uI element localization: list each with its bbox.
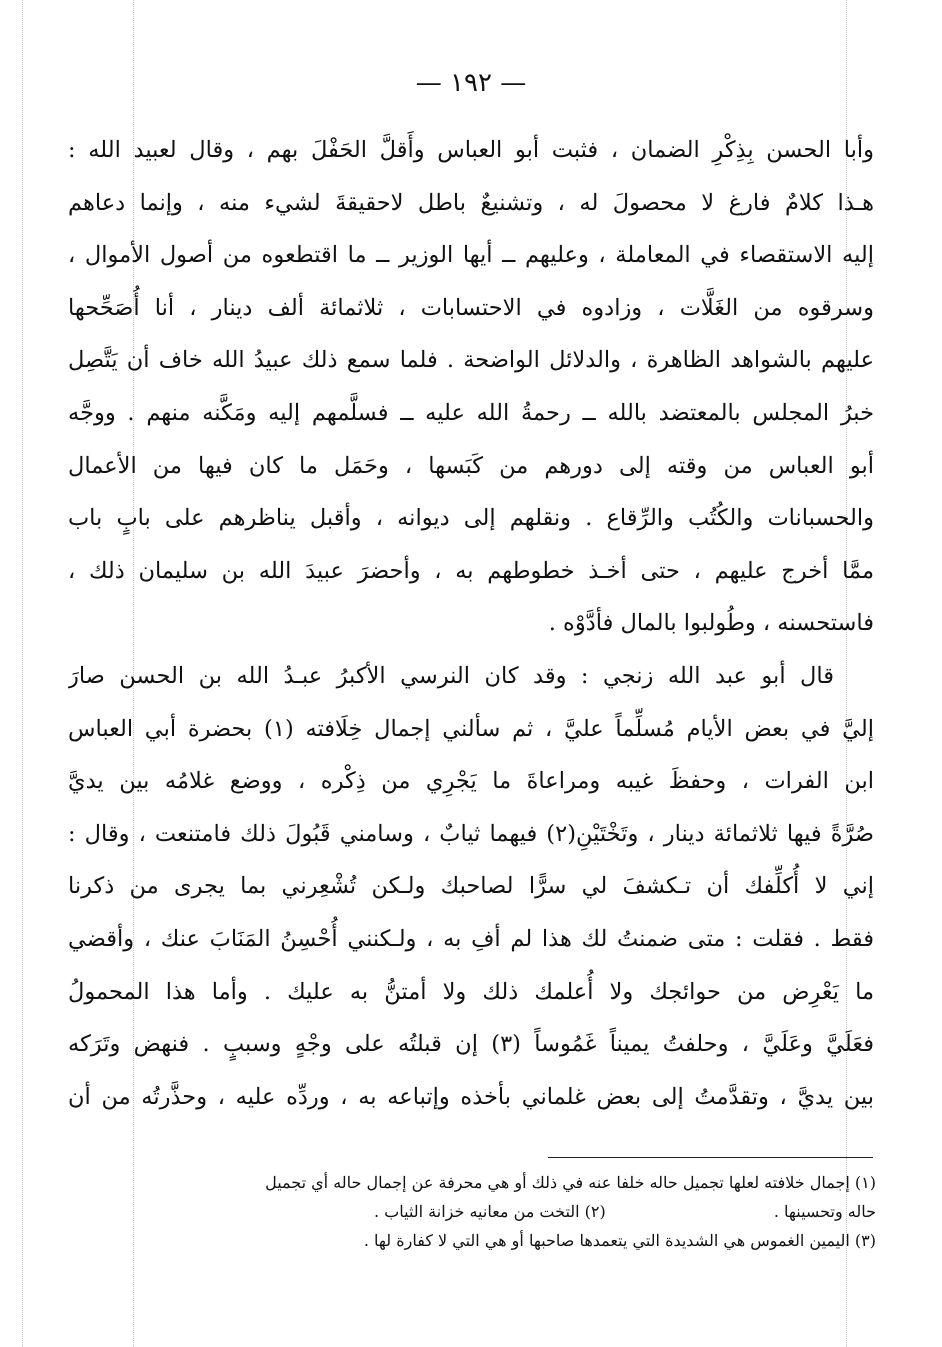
footnote-2: (٢) التخت من معانيه خزانة الثياب . — [374, 1202, 606, 1221]
text-line: والحسبانات والكُتُب والرِّقاع . ونقلهم إلى ديوانه ، وأقبل يناظرهم على بابٍ باب — [68, 505, 874, 532]
footnote-1: (١) إجمال خلافته لعلها تجميل حاله خلفا عنه في ذلك أو هي محرفة عن إجمال حاله أي تجميل — [265, 1173, 876, 1192]
text-line: خبرُ المجلس بالمعتضد بالله ــ رحمةُ الله عليه ــ فسلَّمهم إليه ومَكَّنه منهم . ووجَّه — [68, 399, 874, 426]
text-line: قال أبو عبد الله زنجي : وقد كان النرسي الأكبرُ عبـدُ الله بن الحسن صارَ — [68, 662, 834, 689]
text-line: فاستحسنه ، وطُولبوا بالمال فأدَّوْه . — [548, 610, 874, 637]
text-line: وأبا الحسن بِذِكْرِ الضمان ، فثبت أبو العباس وأَقلَّ الحَفْلَ بهم ، وقال لعبيد الله : — [68, 137, 874, 163]
text-line: ممَّا أخرج عليهم ، حتى أخـذ خطوطهم به ، وأحضرَ عبيدَ الله بن سليمان ذلك ، — [68, 557, 874, 584]
text-line: وسرقوه من الغَلَّات ، وزادوه في الاحتسابات ، ثلاثمائة ألف دينار ، أنا أُصَحِّحها — [68, 294, 874, 321]
footnote-3: (٣) اليمين الغموس هي الشديدة التي يتعمدها صاحبها أو هي التي لا كفارة لها . — [363, 1231, 876, 1250]
footnotes — [64, 1168, 876, 1255]
text-line: هـذا كلامٌ فارغ لا محصولَ له ، وتشنيعٌ باطل لاحقيقةَ لشيء منه ، وإنما دعاهم — [68, 189, 874, 216]
text-line: صُرَّةً فيها ثلاثمائة دينار ، وتَخْتَيْنِ(٢) فيهما ثيابٌ ، وسامني قَبُولَ ذلك فامتنعت ، وقال : — [68, 820, 874, 847]
footnote-separator — [548, 1157, 873, 1158]
page-number: — ١٩٢ — — [415, 68, 527, 98]
text-line: ما يَعْرِض من حوائجك ولا أُعلمك ذلك ولا أمتنُّ به عليك . وأما هذا المحمولُ — [68, 978, 874, 1005]
text-line: فقط . فقلت : متى ضمنتُ لك هذا لم أفِ به ، ولـكنني أُحْسِنُ المَنَابَ عنك ، وأقضي — [68, 925, 874, 952]
text-line: بين يديَّ ، وتقدَّمتُ إلى بعض غلماني بأخذه وإتباعه به ، وردِّه عليه ، وحذَّرتُه من أن — [68, 1083, 874, 1110]
paragraph-2 — [68, 650, 874, 1123]
text-line: ابن الفرات ، وحفظَ غيبه ومراعاةَ ما يَجْرِي من ذِكْره ، ووضع غلامُه بين يديَّ — [68, 768, 874, 795]
text-line: إني لا أُكلِّفك أن تـكشفَ لي سرًّا لصاحبك ولـكن تُشْعِرني بما يجرى من ذكرنا — [68, 873, 874, 900]
footnote-row — [64, 1197, 876, 1226]
text-line: إليه الاستقصاء في المعاملة ، وعليهم ــ أيها الوزير ــ ما اقتطعوه من أصول الأموال ، — [68, 242, 874, 269]
text-line: فعَلَيَّ وعَلَيَّ ، وحلفتُ يميناً غَمُوساً (٣) إن قبلتُه على وجْهٍ وسببٍ . فنهض وتَرَكه — [68, 1031, 874, 1058]
text-line: إليَّ في بعض الأيام مُسلِّماً عليَّ ، ثم سألني إجمال خِلَافته (١) بحضرة أبي العباس — [68, 715, 874, 742]
footnote-1-continuation: حاله وتحسينها . — [773, 1202, 876, 1221]
text-line: عليهم بالشواهد الظاهرة ، والدلائل الواضحة . فلما سمع ذلك عبيدُ الله خاف أن يَتَّصِل — [68, 347, 874, 374]
text-line: أبو العباس من وقته إلى دورهم من كَبَسها ، وحَمَل ما كان فيها من الأعمال — [68, 452, 874, 479]
scan-edge-line-left — [22, 0, 23, 1347]
main-text — [68, 124, 874, 1123]
paragraph-1 — [68, 124, 874, 650]
